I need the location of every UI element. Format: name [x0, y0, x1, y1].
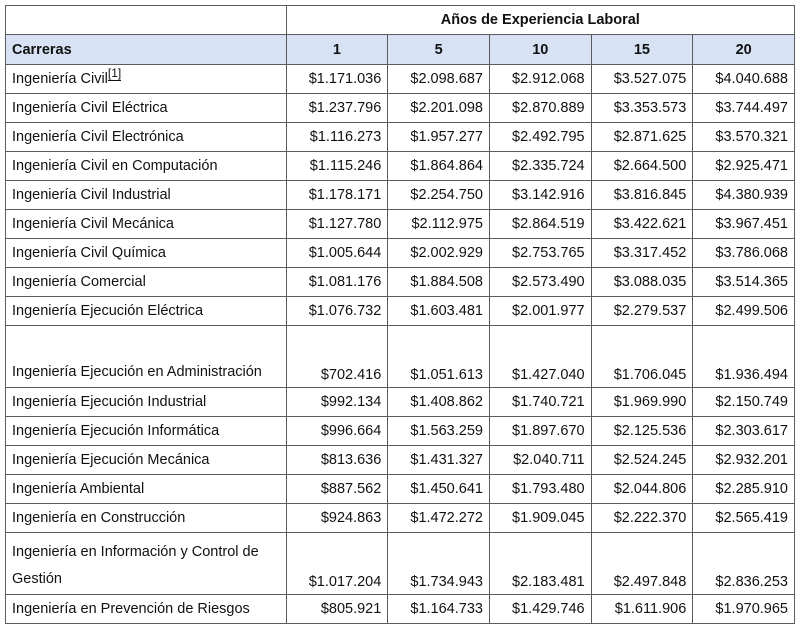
- salary-value-cell: $2.044.806: [591, 475, 693, 504]
- salary-value-cell: $1.864.864: [388, 152, 490, 181]
- table-row: [6, 326, 795, 388]
- table-row: [6, 181, 795, 210]
- salary-value-cell: $1.178.171: [286, 181, 388, 210]
- career-name-cell: [6, 595, 287, 624]
- footnote-link[interactable]: [1]: [107, 66, 122, 81]
- salary-value-cell: $2.912.068: [489, 65, 591, 94]
- career-name-cell: [6, 326, 287, 388]
- table-row: [6, 210, 795, 239]
- salary-value-cell: $3.570.321: [693, 123, 795, 152]
- salary-value-cell: $2.573.490: [489, 268, 591, 297]
- salary-value-cell: $2.870.889: [489, 94, 591, 123]
- salary-value-cell: $1.740.721: [489, 388, 591, 417]
- salary-value-cell: $2.254.750: [388, 181, 490, 210]
- salary-value-cell: $3.142.916: [489, 181, 591, 210]
- table-row: [6, 475, 795, 504]
- table-row: [6, 123, 795, 152]
- salary-value-cell: $2.335.724: [489, 152, 591, 181]
- year-header-1: 1: [286, 35, 388, 65]
- salary-value-cell: $2.492.795: [489, 123, 591, 152]
- salary-value-cell: $2.753.765: [489, 239, 591, 268]
- salary-value-cell: $4.380.939: [693, 181, 795, 210]
- salary-value-cell: $2.932.201: [693, 446, 795, 475]
- salary-value-cell: $3.527.075: [591, 65, 693, 94]
- career-name: Ingeniería en Prevención de Riesgos: [12, 601, 250, 617]
- salary-value-cell: $2.279.537: [591, 297, 693, 326]
- career-name: Ingeniería Ejecución Eléctrica: [12, 303, 204, 319]
- salary-value-cell: $1.793.480: [489, 475, 591, 504]
- career-name-cell: [6, 210, 287, 239]
- salary-value-cell: $2.002.929: [388, 239, 490, 268]
- career-name-cell: [6, 94, 287, 123]
- salary-value-cell: $1.563.259: [388, 417, 490, 446]
- career-name: Ingeniería Civil Industrial: [12, 187, 171, 203]
- salary-value-cell: $2.864.519: [489, 210, 591, 239]
- salary-value-cell: $2.497.848: [591, 533, 693, 595]
- career-name-cell: [6, 533, 287, 595]
- salary-value-cell: $2.565.419: [693, 504, 795, 533]
- table-row: [6, 65, 795, 94]
- career-name-cell: [6, 297, 287, 326]
- career-name: Ingeniería Civil: [12, 71, 108, 87]
- salary-value-cell: $3.786.068: [693, 239, 795, 268]
- salary-value-cell: $1.611.906: [591, 595, 693, 624]
- salary-value-cell: $3.816.845: [591, 181, 693, 210]
- salary-value-cell: $1.706.045: [591, 326, 693, 388]
- salary-value-cell: $3.967.451: [693, 210, 795, 239]
- salary-value-cell: $1.603.481: [388, 297, 490, 326]
- table-row: [6, 388, 795, 417]
- salary-value-cell: $3.088.035: [591, 268, 693, 297]
- salary-value-cell: $1.969.990: [591, 388, 693, 417]
- salary-value-cell: $1.970.965: [693, 595, 795, 624]
- salary-value-cell: $1.936.494: [693, 326, 795, 388]
- table-row: [6, 446, 795, 475]
- salary-value-cell: $1.429.746: [489, 595, 591, 624]
- salary-value-cell: $2.499.506: [693, 297, 795, 326]
- salary-value-cell: $2.001.977: [489, 297, 591, 326]
- empty-corner-cell: [6, 6, 287, 35]
- salary-value-cell: $3.317.452: [591, 239, 693, 268]
- salary-value-cell: $2.664.500: [591, 152, 693, 181]
- career-name-cell: [6, 239, 287, 268]
- salary-value-cell: $1.450.641: [388, 475, 490, 504]
- table-row: [6, 297, 795, 326]
- salary-value-cell: $1.017.204: [286, 533, 388, 595]
- salary-value-cell: $702.416: [286, 326, 388, 388]
- salary-value-cell: $3.353.573: [591, 94, 693, 123]
- career-name-cell: [6, 181, 287, 210]
- salary-value-cell: $2.098.687: [388, 65, 490, 94]
- salary-value-cell: $805.921: [286, 595, 388, 624]
- salary-table-body: [6, 6, 795, 624]
- salary-table: [5, 5, 795, 624]
- salary-value-cell: $4.040.688: [693, 65, 795, 94]
- career-name: Ingeniería en Información y Control de Gestión: [12, 544, 259, 587]
- salary-value-cell: $1.171.036: [286, 65, 388, 94]
- salary-value-cell: $1.472.272: [388, 504, 490, 533]
- salary-value-cell: $2.925.471: [693, 152, 795, 181]
- careers-column-header: Carreras: [6, 35, 287, 65]
- salary-value-cell: $2.871.625: [591, 123, 693, 152]
- career-name: Ingeniería Comercial: [12, 274, 146, 290]
- career-name-cell: [6, 475, 287, 504]
- career-name-cell: [6, 388, 287, 417]
- table-row: [6, 94, 795, 123]
- salary-value-cell: $996.664: [286, 417, 388, 446]
- career-name-cell: [6, 417, 287, 446]
- salary-value-cell: $1.005.644: [286, 239, 388, 268]
- career-name-cell: [6, 268, 287, 297]
- salary-value-cell: $924.863: [286, 504, 388, 533]
- salary-value-cell: $1.884.508: [388, 268, 490, 297]
- table-row: [6, 595, 795, 624]
- career-name: Ingeniería Ambiental: [12, 481, 145, 497]
- salary-value-cell: $813.636: [286, 446, 388, 475]
- career-name-cell: [6, 65, 287, 94]
- salary-value-cell: $2.125.536: [591, 417, 693, 446]
- career-name: Ingeniería Civil en Computación: [12, 158, 218, 174]
- career-name-cell: [6, 152, 287, 181]
- salary-value-cell: $3.744.497: [693, 94, 795, 123]
- table-row: [6, 152, 795, 181]
- salary-value-cell: $1.237.796: [286, 94, 388, 123]
- salary-value-cell: $1.408.862: [388, 388, 490, 417]
- group-header-row: [6, 6, 795, 35]
- salary-value-cell: $2.201.098: [388, 94, 490, 123]
- salary-value-cell: $3.514.365: [693, 268, 795, 297]
- salary-value-cell: $2.303.617: [693, 417, 795, 446]
- year-header-10: 10: [489, 35, 591, 65]
- salary-value-cell: $2.040.711: [489, 446, 591, 475]
- career-name: Ingeniería Ejecución Mecánica: [12, 452, 210, 468]
- salary-value-cell: $2.524.245: [591, 446, 693, 475]
- table-row: [6, 417, 795, 446]
- career-name: Ingeniería en Construcción: [12, 510, 186, 526]
- salary-value-cell: $1.734.943: [388, 533, 490, 595]
- years-group-header: Años de Experiencia Laboral: [286, 6, 794, 35]
- salary-value-cell: $1.116.273: [286, 123, 388, 152]
- salary-value-cell: $2.285.910: [693, 475, 795, 504]
- salary-value-cell: $2.836.253: [693, 533, 795, 595]
- salary-value-cell: $2.222.370: [591, 504, 693, 533]
- career-name-cell: [6, 446, 287, 475]
- salary-value-cell: $1.164.733: [388, 595, 490, 624]
- salary-value-cell: $1.897.670: [489, 417, 591, 446]
- career-name: Ingeniería Civil Química: [12, 245, 166, 261]
- career-name: Ingeniería Ejecución Industrial: [12, 394, 207, 410]
- career-name-cell: [6, 123, 287, 152]
- table-row: [6, 504, 795, 533]
- career-name-cell: [6, 504, 287, 533]
- salary-value-cell: $1.427.040: [489, 326, 591, 388]
- salary-value-cell: $2.150.749: [693, 388, 795, 417]
- salary-value-cell: $1.431.327: [388, 446, 490, 475]
- career-name: Ingeniería Ejecución Informática: [12, 423, 220, 439]
- salary-value-cell: $1.076.732: [286, 297, 388, 326]
- year-header-20: 20: [693, 35, 795, 65]
- salary-value-cell: $2.183.481: [489, 533, 591, 595]
- table-row: [6, 239, 795, 268]
- salary-value-cell: $3.422.621: [591, 210, 693, 239]
- table-row: [6, 268, 795, 297]
- salary-value-cell: $1.115.246: [286, 152, 388, 181]
- career-name: Ingeniería Civil Electrónica: [12, 129, 184, 145]
- salary-value-cell: $1.909.045: [489, 504, 591, 533]
- table-row: [6, 533, 795, 595]
- salary-value-cell: $2.112.975: [388, 210, 490, 239]
- salary-value-cell: $992.134: [286, 388, 388, 417]
- career-name: Ingeniería Civil Mecánica: [12, 216, 174, 232]
- career-name: Ingeniería Civil Eléctrica: [12, 100, 168, 116]
- column-header-row: [6, 35, 795, 65]
- salary-value-cell: $1.081.176: [286, 268, 388, 297]
- salary-value-cell: $1.957.277: [388, 123, 490, 152]
- salary-value-cell: $887.562: [286, 475, 388, 504]
- year-header-5: 5: [388, 35, 490, 65]
- career-name: Ingeniería Ejecución en Administración: [12, 364, 262, 380]
- salary-value-cell: $1.127.780: [286, 210, 388, 239]
- salary-value-cell: $1.051.613: [388, 326, 490, 388]
- year-header-15: 15: [591, 35, 693, 65]
